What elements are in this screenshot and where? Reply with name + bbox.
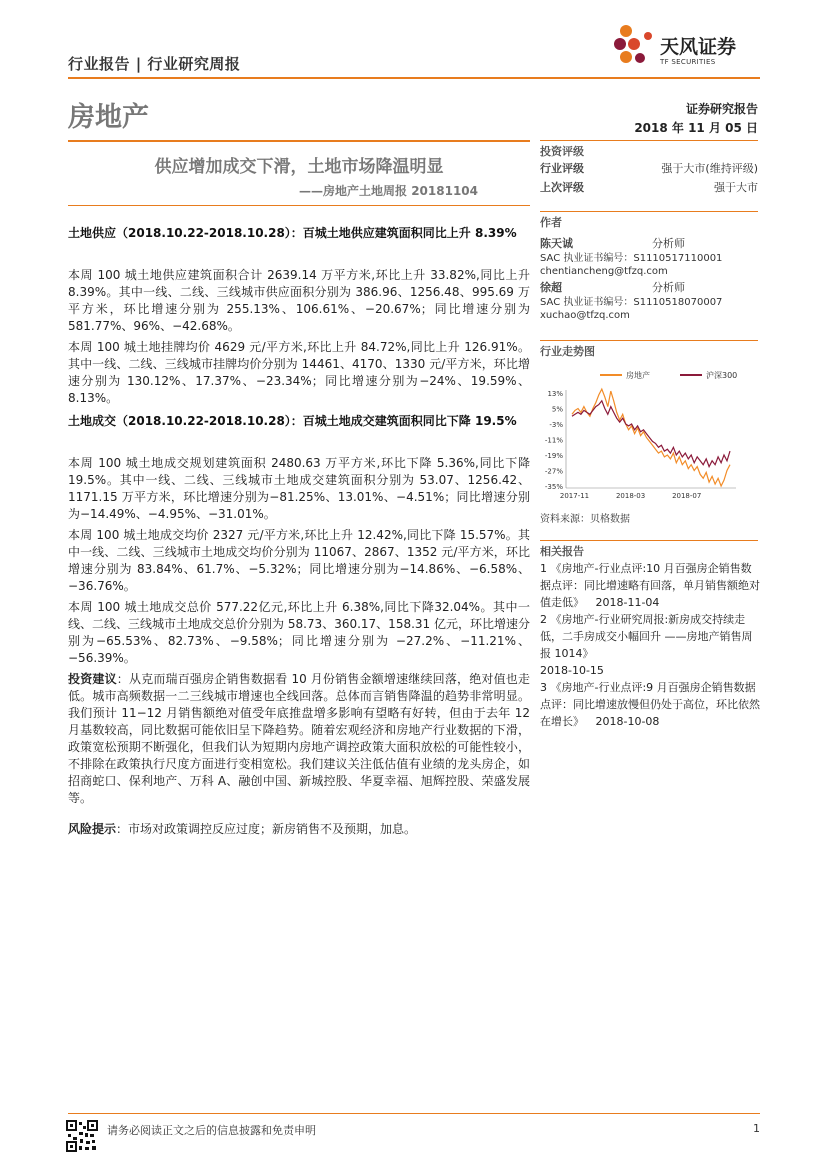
report-date: 2018 年 11 月 05 日 (634, 121, 758, 135)
y-tick-label: -35% (544, 483, 563, 491)
x-tick-label: 2018-07 (672, 492, 702, 500)
related-report-text[interactable]: 2 《房地产-行业研究周报:新房成交持续走低，二手房成交小幅回升 ——房地产销售周报 1014》 (540, 613, 753, 660)
x-tick-label: 2017-11 (559, 492, 590, 500)
related-report-date: 2018-11-04 (595, 596, 660, 609)
author-name: 徐超 (540, 281, 562, 294)
author-email[interactable]: chentiancheng@tfzq.com (540, 266, 668, 277)
investment-advice (68, 671, 530, 807)
author-role: 分析师 (652, 237, 685, 250)
legend-label: 沪深300 (706, 371, 738, 380)
related-report-text[interactable]: 1 《房地产-行业点评:10 月百强房企销售数据点评：同比增速略有回落，单月销售额绝对值走低》 (540, 562, 760, 609)
author-row (540, 237, 758, 251)
footer-divider (68, 1113, 760, 1114)
footer-disclaimer[interactable]: 请务必阅读正文之后的信息披露和免责申明 (107, 1124, 316, 1137)
paragraph-transaction-area: 本周 100 城土地成交规划建筑面积 2480.63 万平方米,环比下降 5.36%,同比下降 19.5%。其中一线、二线、三线城市土地成交建筑面积分别为 53.07、1256.42、1171.15 万平方米，环比增速分别为−81.25%、13.01%、−4.51%；同比增速分别为−14.49%、−4.95%、−31.01%。 (68, 456, 530, 521)
y-tick-label: 13% (547, 390, 563, 398)
author-name: 陈天诚 (540, 237, 573, 250)
paragraph-supply-price: 本周 100 城土地挂牌均价 4629 元/平方米,环比上升 84.72%,同比上升 126.91%。其中一线、二线、三线城市挂牌均价分别为 14461、4170、1330 元/平方米，环比增速分别为 130.12%、17.37%、−23.34%；同比增速分别为−24%、19.59%、8.13%。 (68, 340, 530, 405)
brand-name-en: TF SECURITIES (660, 58, 716, 66)
related-divider (540, 540, 758, 541)
related-title: 相关报告 (540, 545, 584, 558)
series-line (572, 401, 730, 467)
brand-name-cn: 天风证券 (660, 36, 737, 58)
legend-label: 房地产 (626, 371, 650, 380)
report-subtitle: ——房地产土地周报 20181104 (299, 184, 478, 198)
series-line (572, 389, 730, 486)
paragraph-supply-area: 本周 100 城土地供应建筑面积合计 2639.14 万平方米,环比上升 33.82%,同比上升 8.39%。其中一线、二线、三线城市供应面积分别为 386.96、1256.48、995.69 万平方米，环比增速分别为 255.13%、106.61%、−20.67%；同比增速分别为 581.77%、96%、−42.68%。 (68, 268, 530, 333)
investment-advice-label: 投资建议 (68, 672, 117, 686)
y-tick-label: -27% (544, 467, 563, 476)
page-number: 1 (753, 1122, 760, 1135)
report-type-breadcrumb: 行业报告 | 行业研究周报 (68, 55, 241, 73)
y-tick-label: -19% (544, 452, 563, 460)
paragraph-transaction-price: 本周 100 城土地成交均价 2327 元/平方米,环比上升 12.42%,同比下降 15.57%。其中一线、二线、三线城市土地成交均价分别为 11067、2867、1352 元/平方米，环比增速分别为 83.84%、61.7%、−5.32%；同比增速分别为−14.86%、−6.58%、−36.76%。 (68, 528, 530, 593)
risk-warning-text: ：市场对政策调控反应过度；新房销售不及预期，加息。 (116, 822, 417, 836)
prev-rating-value: 强于大市 (714, 181, 758, 194)
trend-divider (540, 340, 758, 341)
related-report-text[interactable]: 3 《房地产-行业点评:9 月百强房企销售数据点评：同比增速放慢但仍处于高位，环比依然在增长》 (540, 681, 760, 728)
investment-advice-text: ：从克而瑞百强房企销售数据看 10 月份销售金额增速继续回落，绝对值也走低。城市高频数据一二三线城市增速也全线回落。总体而言销售降温的趋势非常明显。我们预计 11−12 月销售额绝对值受年底推盘增多影响有望略有好转，但由于去年 12 月基数较高，同比数据可能依旧呈下降趋势。随着宏观经济和房地产行业数据的下滑，政策宽松预期不断强化，但我们认为短期内房地产调控政策大面积放松的可能性较小，不排除在政策执行尺度方面进行变相宽松。我们建议关注低估值有业绩的龙头房企，如招商蛇口、保利地产、万科 A、融创中国、新城控股、华夏幸福、旭辉控股、荣盛发展等。 (68, 672, 530, 805)
section-heading-land-transaction: 土地成交（2018.10.22-2018.10.28）：百城土地成交建筑面积同比下降 19.5% (68, 414, 517, 428)
related-report-item[interactable] (540, 560, 760, 611)
industry-rating-value: 强于大市(维持评级) (661, 162, 758, 175)
industry-title: 房地产 (68, 102, 149, 133)
author-cert: SAC 执业证书编号：S1110517110001 (540, 253, 723, 264)
rating-divider (540, 140, 758, 141)
risk-warning (68, 821, 530, 838)
related-report-date: 2018-10-08 (595, 715, 660, 728)
author-row (540, 281, 758, 295)
author-email[interactable]: xuchao@tfzq.com (540, 310, 630, 321)
industry-rating-label: 行业评级 (540, 162, 584, 175)
y-tick-label: -11% (544, 436, 563, 445)
title-divider-top (68, 140, 530, 142)
report-main-title: 供应增加成交下滑，土地市场降温明显 (154, 157, 444, 177)
paragraph-transaction-total: 本周 100 城土地成交总价 577.22亿元,环比上升 6.38%,同比下降32.04%。其中一线、二线、三线城市土地成交总价分别为 58.73、360.17、158.31 亿元，环比增速分别为−65.53%、82.73%、−9.58%；同比增速分别为 −27.2%、−11.21%、−56.39%。 (68, 600, 530, 665)
industry-rating-row (540, 162, 758, 176)
author-role: 分析师 (652, 281, 685, 294)
report-kind: 证券研究报告 (685, 102, 758, 116)
chart-source: 资料来源：贝格数据 (540, 514, 630, 525)
related-report-date: 2018-10-15 (540, 664, 604, 677)
rating-title: 投资评级 (540, 145, 584, 158)
qr-code-icon (66, 1120, 98, 1152)
industry-trend-chart (540, 363, 760, 503)
x-tick-label: 2018-03 (615, 492, 646, 500)
title-divider-bottom (68, 205, 530, 206)
prev-rating-label: 上次评级 (540, 181, 584, 194)
y-tick-label: -3% (549, 421, 563, 429)
author-cert: SAC 执业证书编号：S1110518070007 (540, 297, 723, 308)
prev-rating-row (540, 181, 758, 195)
related-report-item[interactable] (540, 611, 760, 679)
header-divider (68, 77, 760, 79)
related-report-item[interactable] (540, 679, 760, 730)
authors-title: 作者 (540, 216, 562, 229)
y-tick-label: 5% (551, 405, 563, 414)
trend-title: 行业走势图 (540, 345, 595, 358)
authors-divider (540, 211, 758, 212)
section-heading-land-supply: 土地供应（2018.10.22-2018.10.28）：百城土地供应建筑面积同比上升 8.39% (68, 226, 517, 240)
risk-warning-label: 风险提示 (68, 822, 117, 836)
